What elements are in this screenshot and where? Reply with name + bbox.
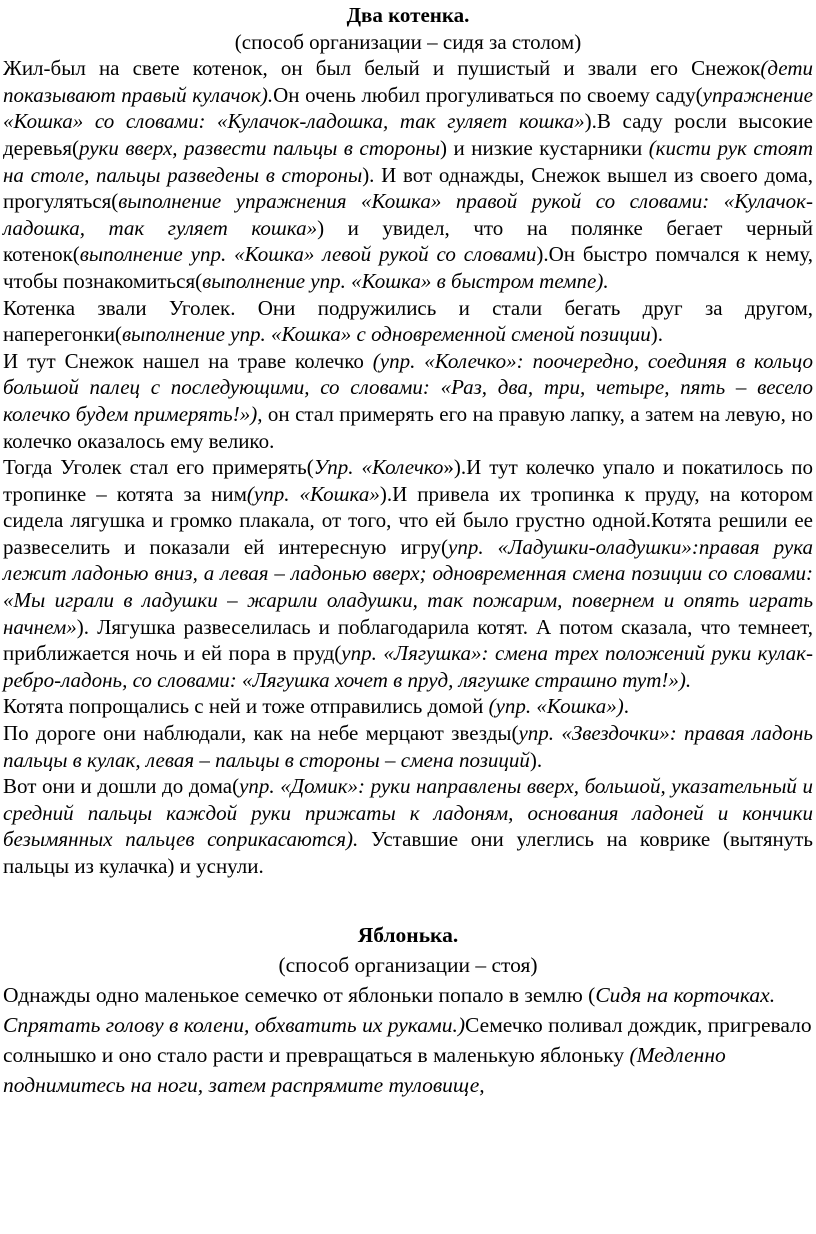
story-subtitle: (способ организации – сидя за столом) [234, 29, 582, 54]
story-text: ).Он быстро помчался к нему, чтобы познакомиться( [3, 242, 813, 293]
exercise-instruction: (Медленно поднимитесь на ноги, затем распрямите туловище, [3, 1042, 726, 1097]
story-text: ) и увидел, что на полянке бегает черный котенок( [3, 215, 813, 267]
paragraph [3, 720, 813, 773]
story-text: Семечко поливал дождик, пригревало солнышко и оно стало расти и превращаться в маленькую яблоньку [3, 1012, 812, 1067]
story-two-kittens [3, 2, 813, 880]
paragraph [3, 295, 813, 348]
exercise-instruction: (упр. «Колечко»: поочередно, соединяя в кольцо большой палец с последующими, со словами: «Раз, два, три, четыре, пять – весело колечко будем примерять!»), [3, 348, 813, 426]
story-text: . [623, 694, 629, 719]
exercise-instruction: выполнение упр. «Кошка» с одновременной сменой позиции [121, 322, 651, 347]
story-text: ).И привела их тропинка к пруду, на котором сидела лягушка и громко плакала, от того, что ей было грустно одной.Котята решили ее развеселить и показали ей интересную игру( [3, 481, 813, 559]
story-text: Вот они и дошли до дома( [3, 774, 240, 799]
story-text: По дороге они наблюдали, как на небе мерцают звезды( [3, 721, 519, 746]
paragraph [3, 55, 813, 294]
story-title: Два котенка. [346, 3, 470, 27]
story-text: »).И тут колечко упало и покатилось по тропинке – котята за ним [3, 455, 813, 506]
story-title: Яблонька. [357, 922, 459, 947]
story-text: ). И вот однажды, Снежок вышел из своего дома, прогуляться( [3, 162, 813, 214]
story-text: ).В саду росли высокие деревья( [3, 109, 813, 160]
story-text: Однажды одно маленькое семечко от яблоньки попало в землю ( [3, 982, 596, 1007]
story-body [3, 980, 813, 1100]
paragraph [3, 693, 813, 720]
exercise-instruction: выполнение упр. «Кошка» левой рукой со словами [79, 242, 537, 267]
story-subtitle: (способ организации – стоя) [278, 952, 538, 977]
story-text: ). Лягушка развеселилась и поблагодарила котят. А потом сказала, что темнеет, приближается ночь и ей пора в пруд( [3, 614, 813, 666]
story-text: Тогда Уголек стал его примерять( [3, 455, 314, 480]
story-text: Котенка звали Уголек. Они подружились и стали бегать друг за другом, наперегонки( [3, 295, 813, 347]
exercise-instruction: упражнение «Кошка» со словами: «Кулачок-ладошка, так гуляет кошка» [3, 82, 813, 134]
paragraph [3, 773, 813, 879]
exercise-instruction: Упр. «Колечко [313, 455, 444, 480]
story-text: он стал примерять его на правую лапку, а затем на левую, но колечко оказалось ему велико. [3, 401, 814, 453]
story-body [3, 55, 813, 879]
exercise-instruction: (упр. «Кошка») [488, 694, 624, 719]
exercise-instruction: руки вверх, развести пальцы в стороны [78, 135, 441, 160]
exercise-instruction: упр. «Домик»: руки направлены вверх, большой, указательный и средний пальцы каждой руки прижаты к ладоням, основания ладоней и кончики безымянных пальцев соприкасаются). [3, 774, 814, 852]
story-text: ) и низкие кустарники [440, 135, 649, 160]
story-text: И тут Снежок нашел на траве колечко [3, 348, 373, 373]
paragraph [3, 454, 813, 693]
story-text: Он очень любил прогуливаться по своему саду( [273, 82, 703, 107]
story-text: Жил-был на свете котенок, он был белый и пушистый и звали его Снежок [3, 56, 761, 81]
exercise-instruction: упр. «Звездочки»: правая ладонь пальцы в кулак, левая – пальцы в стороны – смена позиций [3, 721, 813, 772]
exercise-instruction: упр. «Лягушка»: смена трех положений руки кулак-ребро-ладонь, со словами: «Лягушка хочет в пруд, лягушке страшно тут!»). [3, 641, 813, 692]
exercise-instruction: выполнение упражнения «Кошка» правой рукой со словами: «Кулачок-ладошка, так гуляет кошка» [3, 189, 813, 240]
story-text: ). [529, 747, 543, 772]
exercise-instruction: упр. «Ладушки-оладушки»:правая рука лежит ладонью вниз, а левая – ладонью вверх; одновременная смена позиции со словами: «Мы играли в ладушки – жарили оладушки, так пожарим, повернем и опять играть начнем» [3, 534, 813, 639]
paragraph [3, 348, 813, 454]
exercise-instruction: (упр. «Кошка» [246, 481, 380, 506]
exercise-instruction: (дети показывают правый кулачок). [3, 56, 813, 107]
story-text: ). [650, 322, 663, 347]
story-apple-tree [3, 920, 813, 1100]
exercise-instruction: (кисти рук стоят на столе, пальцы разведены в стороны [3, 135, 813, 187]
exercise-instruction: выполнение упр. «Кошка» в быстром темпе). [202, 268, 609, 293]
exercise-instruction: Сидя на корточках. Спрятать голову в колени, обхватить их руками.) [3, 982, 776, 1037]
section-gap [3, 880, 813, 920]
paragraph [3, 980, 813, 1100]
story-text: Уставшие они улеглись на коврике (вытянуть пальцы из кулачка) и уснули. [3, 827, 813, 878]
story-text: Котята попрощались с ней и тоже отправились домой [3, 694, 489, 719]
